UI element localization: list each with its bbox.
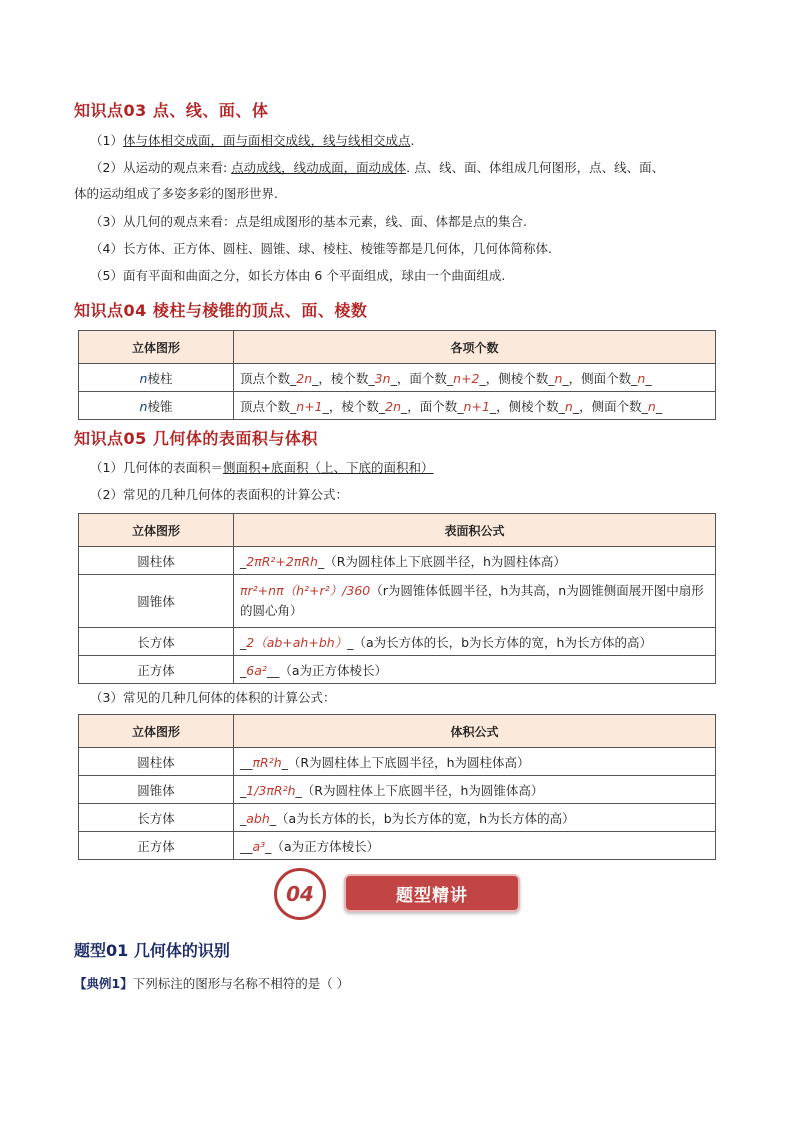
s03-para-4: （4）长方体、正方体、圆柱、圆锥、球、棱柱、棱锥等都是几何体，几何体简称体. bbox=[90, 241, 552, 256]
s03-para-1: （1）体与体相交成面，面与面相交成线，线与线相交成点. bbox=[90, 133, 415, 148]
table-row bbox=[79, 575, 716, 628]
formula-cell: __πR²h_（R为圆柱体上下底圆半径，h为圆柱体高） bbox=[234, 748, 716, 776]
table-header-row bbox=[79, 514, 716, 547]
formula-cell: _1/3πR²h_（R为圆柱体上下底圆半径，h为圆锥体高） bbox=[234, 776, 716, 804]
table-header-cell: 表面积公式 bbox=[234, 514, 716, 547]
table-header-row bbox=[79, 715, 716, 748]
section-04-title: 知识点04 棱柱与棱锥的顶点、面、棱数 bbox=[74, 301, 368, 320]
table-row bbox=[79, 628, 716, 656]
counts-table bbox=[78, 330, 716, 420]
formula-cell: _2（ab+ah+bh）_（a为长方体的长，b为长方体的宽，h为长方体的高） bbox=[234, 628, 716, 656]
shape-cell: 正方体 bbox=[79, 656, 234, 684]
counts-cell: 顶点个数_2n_，棱个数_3n_，面个数_n+2_，侧棱个数_n_，侧面个数_n_ bbox=[234, 364, 716, 392]
badge-label: 题型精讲 bbox=[344, 874, 520, 912]
table-header-cell: 立体图形 bbox=[79, 331, 234, 364]
s03-para-2-cont: 体的运动组成了多姿多彩的图形世界. bbox=[74, 186, 278, 201]
table-row bbox=[79, 364, 716, 392]
s03-para-5: （5）面有平面和曲面之分，如长方体由 6 个平面组成，球由一个曲面组成. bbox=[90, 268, 506, 283]
shape-cell: 圆柱体 bbox=[79, 547, 234, 575]
formula-cell: _6a²__（a为正方体棱长） bbox=[234, 656, 716, 684]
shape-cell: 长方体 bbox=[79, 804, 234, 832]
shape-cell: n棱柱 bbox=[79, 364, 234, 392]
example-text: 下列标注的图形与名称不相符的是（ ） bbox=[132, 976, 350, 991]
formula-cell: _abh_（a为长方体的长，b为长方体的宽，h为长方体的高） bbox=[234, 804, 716, 832]
shape-cell: 圆柱体 bbox=[79, 748, 234, 776]
section-badge bbox=[274, 868, 524, 920]
shape-cell: 正方体 bbox=[79, 832, 234, 860]
example-label: 【典例1】 bbox=[74, 976, 133, 991]
s05-para-2: （2）常见的几种几何体的表面积的计算公式： bbox=[90, 487, 348, 502]
s03-para-2: （2）从运动的观点来看: 点动成线，线动成面，面动成体. 点、线、面、体组成几何图形，点、线、面、 bbox=[90, 160, 665, 175]
table-row bbox=[79, 832, 716, 860]
surface-area-table bbox=[78, 513, 716, 684]
s05-para-3: （3）常见的几种几何体的体积的计算公式： bbox=[90, 690, 336, 705]
table-header-cell: 体积公式 bbox=[234, 715, 716, 748]
section-03-title: 知识点03 点、线、面、体 bbox=[74, 101, 269, 120]
shape-cell: 圆锥体 bbox=[79, 575, 234, 628]
table-header-cell: 立体图形 bbox=[79, 514, 234, 547]
table-row bbox=[79, 656, 716, 684]
formula-cell: __a³_（a为正方体棱长） bbox=[234, 832, 716, 860]
type-01-title: 题型01 几何体的识别 bbox=[74, 941, 230, 960]
formula-cell: πr²+nπ（h²+r²）/360（r为圆锥体低圆半径，h为其高，n为圆锥侧面展开图中扇形的圆心角） bbox=[234, 575, 716, 628]
volume-table bbox=[78, 714, 716, 860]
table-header-cell: 各项个数 bbox=[234, 331, 716, 364]
example-1 bbox=[74, 974, 349, 992]
badge-number: 04 bbox=[274, 868, 326, 920]
table-header-cell: 立体图形 bbox=[79, 715, 234, 748]
s05-para-1: （1）几何体的表面积＝侧面积+底面积（上、下底的面积和） bbox=[90, 460, 434, 475]
table-row bbox=[79, 804, 716, 832]
table-row bbox=[79, 547, 716, 575]
table-row bbox=[79, 776, 716, 804]
s03-para-3: （3）从几何的观点来看：点是组成图形的基本元素，线、面、体都是点的集合. bbox=[90, 214, 527, 229]
table-row bbox=[79, 748, 716, 776]
shape-cell: n棱锥 bbox=[79, 392, 234, 420]
section-05-title: 知识点05 几何体的表面积与体积 bbox=[74, 429, 318, 448]
counts-cell: 顶点个数_n+1_，棱个数_2n_，面个数_n+1_，侧棱个数_n_，侧面个数_n_ bbox=[234, 392, 716, 420]
table-row bbox=[79, 392, 716, 420]
table-header-row bbox=[79, 331, 716, 364]
formula-cell: _2πR²+2πRh_（R为圆柱体上下底圆半径，h为圆柱体高） bbox=[234, 547, 716, 575]
shape-cell: 长方体 bbox=[79, 628, 234, 656]
shape-cell: 圆锥体 bbox=[79, 776, 234, 804]
